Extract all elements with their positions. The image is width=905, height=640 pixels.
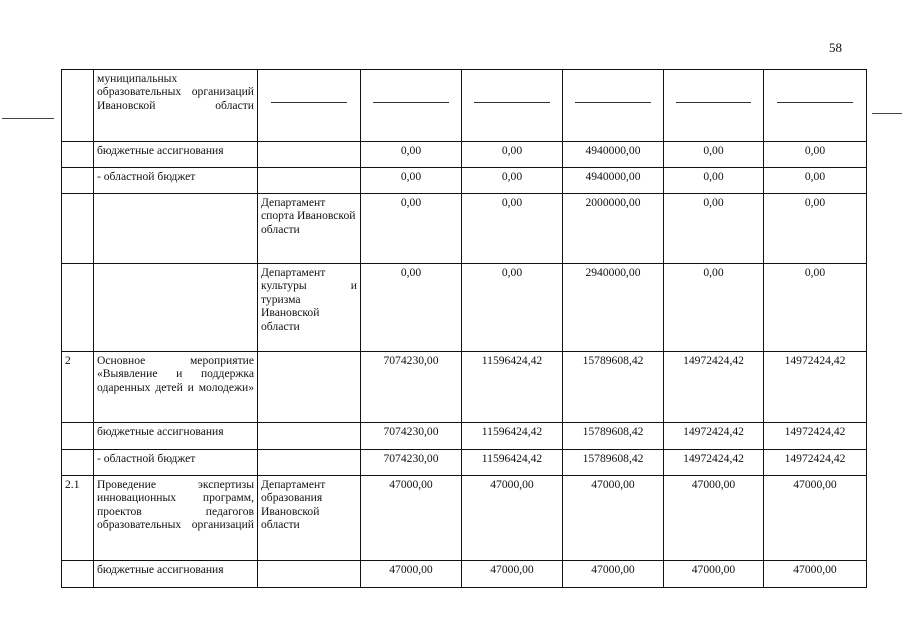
cell-value: 47000,00 xyxy=(563,561,664,588)
cell-executor: Департамент образования Ивановской области xyxy=(258,476,361,561)
budget-table xyxy=(61,69,867,588)
cell-executor: Департамент спорта Ивановской области xyxy=(258,194,361,264)
cell-value: 0,00 xyxy=(764,142,867,168)
table-row xyxy=(62,450,867,476)
cell-name: бюджетные ассигнования xyxy=(94,142,258,168)
cell-value: 0,00 xyxy=(361,142,462,168)
table-row xyxy=(62,168,867,194)
cell-value: 7074230,00 xyxy=(361,352,462,423)
cell-value xyxy=(462,70,563,142)
cell-value: 0,00 xyxy=(462,264,563,352)
cell-value: 0,00 xyxy=(361,194,462,264)
cell-number: 2.1 xyxy=(62,476,94,561)
cell-value: 47000,00 xyxy=(764,561,867,588)
cell-value: 47000,00 xyxy=(462,476,563,561)
cell-value: 15789608,42 xyxy=(563,450,664,476)
cell-value: 0,00 xyxy=(361,168,462,194)
cell-value: 2000000,00 xyxy=(563,194,664,264)
cell-value: 14972424,42 xyxy=(764,423,867,450)
cell-number xyxy=(62,423,94,450)
cell-name: Проведение экспертизы инновационных программ, проектов педагогов образовательных организаций xyxy=(94,476,258,561)
cell-value: 15789608,42 xyxy=(563,423,664,450)
cell-value: 14972424,42 xyxy=(664,450,764,476)
cell-value: 0,00 xyxy=(764,264,867,352)
cell-value: 47000,00 xyxy=(563,476,664,561)
cell-name xyxy=(94,264,258,352)
cell-value: 47000,00 xyxy=(664,561,764,588)
cell-value: 0,00 xyxy=(462,194,563,264)
cell-name: - областной бюджет xyxy=(94,168,258,194)
table-row xyxy=(62,142,867,168)
table-row xyxy=(62,561,867,588)
cell-executor xyxy=(258,142,361,168)
cell-value: 0,00 xyxy=(764,194,867,264)
cell-value xyxy=(764,70,867,142)
cell-number xyxy=(62,450,94,476)
cell-executor xyxy=(258,168,361,194)
cell-value: 0,00 xyxy=(462,168,563,194)
cell-executor xyxy=(258,352,361,423)
margin-mark-left xyxy=(2,118,54,119)
cell-value: 47000,00 xyxy=(361,476,462,561)
cell-value xyxy=(361,70,462,142)
cell-value: 0,00 xyxy=(664,264,764,352)
cell-value: 47000,00 xyxy=(764,476,867,561)
cell-value: 11596424,42 xyxy=(462,450,563,476)
cell-value: 7074230,00 xyxy=(361,423,462,450)
cell-value xyxy=(664,70,764,142)
cell-value: 0,00 xyxy=(462,142,563,168)
cell-value: 0,00 xyxy=(764,168,867,194)
cell-value: 7074230,00 xyxy=(361,450,462,476)
cell-name: бюджетные ассигнования xyxy=(94,561,258,588)
cell-name: муниципальных образовательных организаций Ивановской области xyxy=(94,70,258,142)
cell-name: бюджетные ассигнования xyxy=(94,423,258,450)
cell-value: 4940000,00 xyxy=(563,142,664,168)
table-row xyxy=(62,264,867,352)
cell-value: 47000,00 xyxy=(664,476,764,561)
margin-mark-right xyxy=(872,113,902,114)
cell-executor: Департамент культуры и туризма Ивановской области xyxy=(258,264,361,352)
table-row xyxy=(62,70,867,142)
cell-value: 0,00 xyxy=(361,264,462,352)
cell-value: 0,00 xyxy=(664,168,764,194)
cell-number xyxy=(62,194,94,264)
cell-value: 14972424,42 xyxy=(664,423,764,450)
cell-value: 15789608,42 xyxy=(563,352,664,423)
cell-executor xyxy=(258,450,361,476)
table-row xyxy=(62,423,867,450)
cell-number xyxy=(62,142,94,168)
cell-name xyxy=(94,194,258,264)
cell-value: 11596424,42 xyxy=(462,352,563,423)
cell-number xyxy=(62,168,94,194)
table-row xyxy=(62,476,867,561)
cell-value xyxy=(563,70,664,142)
cell-value: 14972424,42 xyxy=(664,352,764,423)
cell-value: 0,00 xyxy=(664,194,764,264)
cell-value: 47000,00 xyxy=(361,561,462,588)
cell-executor xyxy=(258,423,361,450)
cell-value: 14972424,42 xyxy=(764,450,867,476)
cell-number: 2 xyxy=(62,352,94,423)
cell-number xyxy=(62,264,94,352)
table-row xyxy=(62,352,867,423)
page-number: 58 xyxy=(829,40,842,55)
cell-number xyxy=(62,561,94,588)
cell-value: 4940000,00 xyxy=(563,168,664,194)
cell-value: 11596424,42 xyxy=(462,423,563,450)
cell-value: 0,00 xyxy=(664,142,764,168)
table-row xyxy=(62,194,867,264)
cell-value: 2940000,00 xyxy=(563,264,664,352)
cell-name: Основное мероприятие «Выявление и поддержка одаренных детей и молодежи» xyxy=(94,352,258,423)
cell-name: - областной бюджет xyxy=(94,450,258,476)
cell-value: 47000,00 xyxy=(462,561,563,588)
cell-value: 14972424,42 xyxy=(764,352,867,423)
cell-executor xyxy=(258,70,361,142)
cell-executor xyxy=(258,561,361,588)
cell-number xyxy=(62,70,94,142)
